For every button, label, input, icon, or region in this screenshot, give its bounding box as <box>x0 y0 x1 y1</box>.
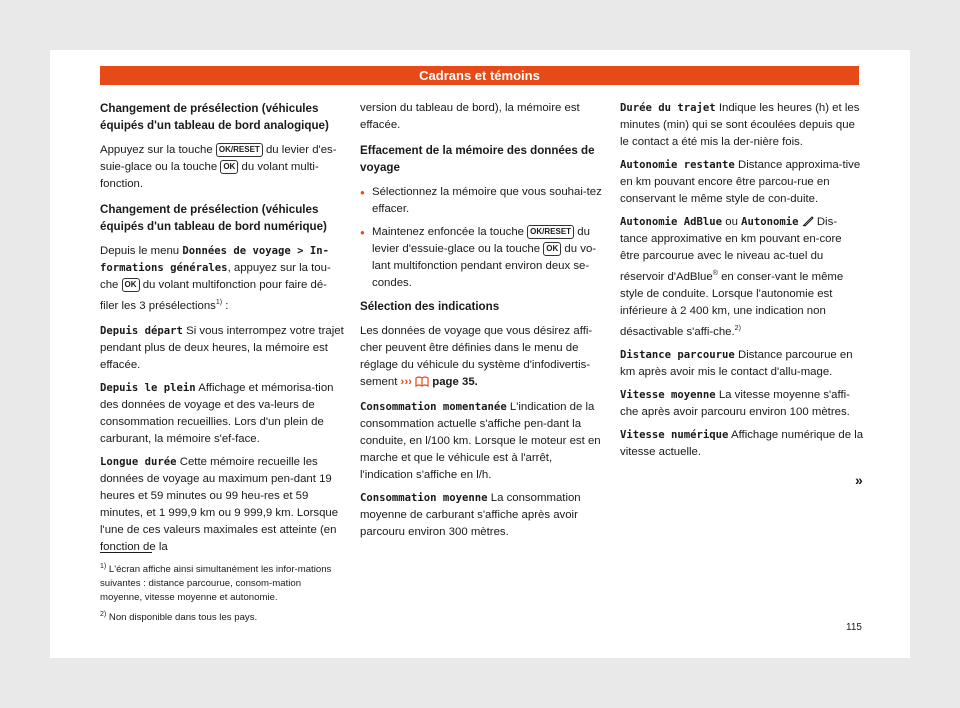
definition-item <box>360 399 604 484</box>
nozzle-icon <box>802 216 814 227</box>
list-item: ● Sélectionnez la mémoire que vous souhai-tez effacer. <box>360 184 604 218</box>
footnote: $^{2)}$ Non disponible dans tous les pays. <box>100 611 258 624</box>
definition-text: Dis-tance approximative en km pouvant en-core être parcourue avec le niveau ac-tuel du réservoir d'AdBlue® en conser-vant le même style de conduite. Lorsque l'autonomie est inférieure à 2 400 km, une indication non désactivable s'affi-che.$^{2)}$ <box>620 216 844 338</box>
definition-text: La consommation moyenne de carburant s'affiche après avoir parcouru environ 300 mètres. <box>360 492 581 538</box>
definition-text: Cette mémoire recueille les données de voyage au maximum pen-dant 19 heures et 59 minutes ou 99 heu-res et 59 minutes, et 1 999,9 km ou 9 999,9 km. Lorsque l'une de ces valeurs maximales est atteinte (en fonction de la <box>100 455 339 553</box>
definition-term: Consommation momentanée <box>360 401 507 413</box>
definition-item <box>620 387 864 421</box>
para-selection: Les données de voyage que vous désirez affi-cher peuvent être définies dans le menu de réglage du véhicule du système d'infodivertis-sement ››› page 35. <box>360 325 593 388</box>
list-item: ● Maintenez enfoncée la touche OK/RESET du levier d'essuie-glace ou la touche OK du vo-lant multifonction pendant environ deux se-condes. <box>360 224 604 292</box>
definition-text: Affichage et mémorisa-tion des données de voyage et des va-leurs de consommation recueillies. Lors d'un plein de carburant, la mémoire s'ef-face. <box>100 381 334 445</box>
definition-text: Indique les heures (h) et les minutes (min) qui se sont écoulées depuis que le contact a été mis la der-nière fois. <box>620 102 860 148</box>
footnote-ref: 1) <box>215 299 223 306</box>
para-analog: Appuyez sur la touche OK/RESET du levier d'es-suie-glace ou la touche OK du volant multi-fonction. <box>100 144 337 190</box>
definition-text: Affichage numérique de la vitesse actuelle. <box>620 428 864 458</box>
definition-text: Si vous interrompez votre trajet pendant plus de deux heures, la mémoire est effacée. <box>100 324 344 371</box>
definition-term: Autonomie restante <box>620 159 735 171</box>
definition-item <box>360 490 604 541</box>
footnotes <box>100 560 345 628</box>
definition-item: Autonomie AdBlue ou Autonomie Dis-tance approximative en km pouvant en-core être parcourue avec le niveau ac-tuel du réservoir d'AdBlue® en conser-vant le même style de conduite. Lorsque l'autonomie est inférieure à 2 400 km, une indication non désactivable s'affi-che.$^{2)}$ <box>620 216 844 338</box>
heading-erase: Effacement de la mémoire des données de voyage <box>360 144 595 174</box>
section-header: Cadrans et témoins <box>100 66 859 85</box>
column-2 <box>360 100 604 547</box>
definition-item <box>620 100 864 151</box>
definition-term: Depuis le plein <box>100 381 196 394</box>
definition-item <box>100 454 345 556</box>
ok-key-icon: OK <box>220 160 238 174</box>
para-digital: Depuis le menu Données de voyage > In-formations générales, appuyez sur la tou-che OK du volant multifonction pour faire dé-filer les 3 présélections$^{1)}$ : <box>100 245 331 312</box>
definition-item <box>620 427 864 461</box>
page-link[interactable]: page 35. <box>432 376 478 388</box>
definition-term: Distance parcourue <box>620 348 735 361</box>
heading-analog: Changement de présélection (véhicules équipés d'un tableau de bord analogique) <box>100 102 329 132</box>
definition-text: Distance parcourue en km après avoir mis le contact d'allu-mage. <box>620 348 853 378</box>
definition-text: La vitesse moyenne s'affi-che après avoir parcouru environ 100 mètres. <box>620 388 850 418</box>
definition-term: Depuis départ <box>100 324 183 337</box>
definition-term: Durée du trajet <box>620 102 716 114</box>
continue-mark: » <box>855 472 863 488</box>
ok-key-icon: OK <box>122 278 140 292</box>
heading-digital: Changement de présélection (véhicules équipés d'un tableau de bord numérique) <box>100 203 327 233</box>
footnote-ref: 2) <box>734 324 741 332</box>
definition-term: Vitesse numérique <box>620 428 729 441</box>
definition-item <box>100 323 345 374</box>
okreset-key-icon: OK/RESET <box>527 225 574 239</box>
column-1 <box>100 100 345 562</box>
book-icon <box>415 376 429 387</box>
ok-key-icon: OK <box>543 242 561 256</box>
menu-path: Données de voyage > In-formations générales <box>100 245 330 274</box>
definition-text: Distance approxima-tive en km pouvant encore être parcou-rue en conservant le même style de con-duite. <box>620 159 861 205</box>
definition-item <box>620 157 864 208</box>
definition-term: Autonomie AdBlue <box>620 216 723 228</box>
definition-item <box>620 347 864 381</box>
heading-selection: Sélection des indications <box>360 300 500 313</box>
column-3 <box>620 100 864 467</box>
definition-term: Autonomie <box>741 216 799 228</box>
definition-item <box>100 380 345 448</box>
definition-term: Vitesse moyenne <box>620 388 716 401</box>
para-continued: version du tableau de bord), la mémoire est effacée. <box>360 102 580 131</box>
page-number: 115 <box>846 622 862 633</box>
arrow-icon: ››› <box>400 376 412 388</box>
footnote: $^{1)}$ L'écran affiche ainsi simultanément les infor-mations suivantes : distance parcourue, consom-mation moyenne, vitesse moyenne et autonomie. <box>100 563 332 604</box>
definition-term: Longue durée <box>100 455 177 468</box>
definition-text: L'indication de la consommation actuelle s'affiche pen-dant la conduite, en l/100 km. Lorsque le moteur est en marche et que le véhicule est à l'arrêt, l'indication s'affiche en l/h. <box>360 401 601 481</box>
okreset-key-icon: OK/RESET <box>216 143 263 157</box>
footnote-divider <box>100 552 152 553</box>
definition-term: Consommation moyenne <box>360 492 488 504</box>
